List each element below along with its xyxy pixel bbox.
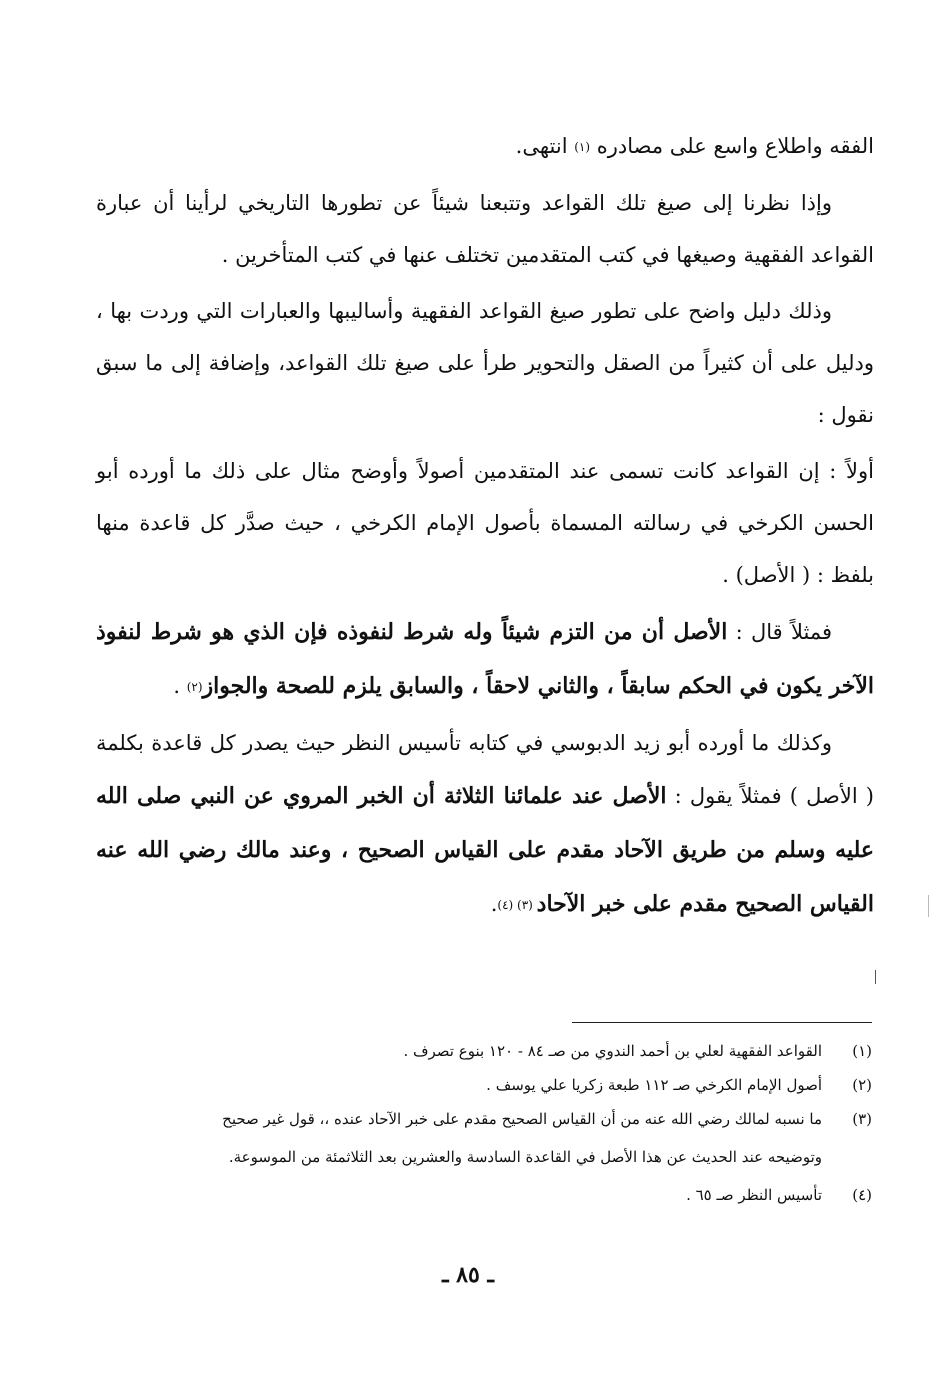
paragraph-6-end: .	[490, 892, 498, 916]
page-number: ـ ٨٥ ـ	[442, 1262, 494, 1288]
footnote-separator	[572, 1022, 872, 1023]
paragraph-1	[96, 120, 874, 173]
paragraph-5-lead: فمثلاً قال :	[727, 620, 832, 644]
paragraph-5-end: .	[173, 674, 187, 698]
footnote-4	[104, 1180, 872, 1210]
footnote-3-number: (٣)	[852, 1110, 872, 1128]
footnote-4-text: تأسيس النظر صـ ٦٥ .	[686, 1186, 822, 1204]
paragraph-2: وإذا نظرنا إلى صيغ تلك القواعد وتتبعنا شيئاً عن تطورها التاريخي لرأينا أن عبارة القواعد الفقهية وصيغها في كتب المتقدمين تختلف عنها في كتب المتأخرين .	[96, 191, 874, 267]
footnotes	[104, 1036, 872, 1210]
footnote-2-text: أصول الإمام الكرخي صـ ١١٢ طبعة زكريا علي يوسف .	[486, 1076, 822, 1094]
footnote-3-continuation: وتوضيحه عند الحديث عن هذا الأصل في القاعدة السادسة والعشرين بعد الثلاثمئة من الموسوعة.	[228, 1148, 822, 1166]
footnote-ref-3-4[interactable]: (٣) (٤)	[497, 898, 537, 912]
paragraph-1-end: انتهى.	[515, 134, 575, 158]
main-text	[96, 120, 874, 935]
footnote-ref-1[interactable]: (١)	[574, 140, 591, 154]
paragraph-3: وذلك دليل واضح على تطور صيغ القواعد الفقهية وأساليبها والعبارات التي وردت بها ، ودليل على أن كثيراً من الصقل والتحوير طرأ على صيغ تلك القواعد، وإضافة إلى ما سبق نقول :	[96, 299, 874, 427]
line-end-mark	[875, 970, 876, 984]
paragraph-5-quote: الأصل أن من التزم شيئاً وله شرط لنفوذه فإن الذي هو شرط لنفوذ الآخر يكون في الحكم سابقاً ، والثاني لاحقاً ، والسابق يلزم للصحة والجواز	[96, 619, 874, 699]
paragraph-4: أولاً : إن القواعد كانت تسمى عند المتقدمين أصولاً وأوضح مثال على ذلك ما أورده أبو الحسن الكرخي في رسالته المسماة بأصول الإمام الكرخي ، حيث صدَّر كل قاعدة منها بلفظ : ( الأصل) .	[96, 459, 874, 587]
footnote-1-number: (١)	[852, 1042, 872, 1060]
paragraph-6-quote: الأصل عند علمائنا الثلاثة أن الخبر المروي عن النبي صلى الله عليه وسلم من طريق الآحاد مقدم على القياس الصحيح ، وعند مالك رضي الله عنه القياس الصحيح مقدم على خبر الآحاد	[96, 783, 874, 917]
footnote-4-number: (٤)	[852, 1186, 872, 1204]
paragraph-6-lead: وكذلك ما أورده أبو زيد الدبوسي في كتابه تأسيس النظر حيث يصدر كل قاعدة بكلمة ( الأصل ) فمثلاً يقول :	[96, 731, 875, 808]
footnote-3-text: ما نسبه لمالك رضي الله عنه من أن القياس الصحيح مقدم على خبر الآحاد عنده ،، قول غير صحيح	[222, 1110, 822, 1128]
margin-mark	[928, 895, 929, 917]
paragraph-6	[96, 717, 874, 931]
footnote-2-number: (٢)	[852, 1076, 872, 1094]
footnote-ref-2[interactable]: (٢)	[186, 680, 203, 694]
paragraph-1-text: الفقه واطلاع واسع على مصادره	[590, 134, 874, 158]
footnote-1	[104, 1036, 872, 1066]
footnote-3	[104, 1104, 872, 1134]
footnote-1-text: القواعد الفقهية لعلي بن أحمد الندوي من صـ ٨٤ - ١٢٠ بنوع تصرف .	[403, 1042, 822, 1060]
footnote-2	[104, 1070, 872, 1100]
paragraph-5	[96, 605, 874, 713]
